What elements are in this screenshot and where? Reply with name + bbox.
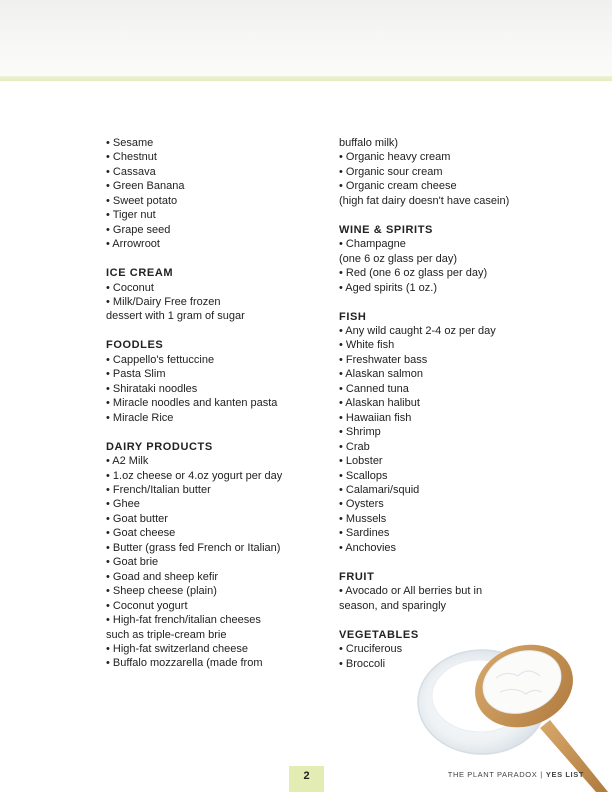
header-band [0,0,612,76]
page-number: 2 [289,766,324,792]
list-item: dessert with 1 gram of sugar [106,310,245,323]
list-item: • Organic cream cheese [339,180,457,193]
list-item: • Butter (grass fed French or Italian) [106,541,281,554]
list-item: • Broccoli [339,657,386,670]
list-item: season, and sparingly [339,599,447,612]
list-item: • Sweet potato [106,194,178,207]
list-item: • Alaskan halibut [339,397,420,410]
list-item: • High-fat switzerland cheese [106,643,249,655]
footer-separator: | [540,770,543,779]
list-item: • Goad and sheep kefir [106,570,219,583]
list-item: • White fish [339,339,395,352]
list-item: • Shirataki noodles [106,382,198,395]
list-item: • Cruciferous [339,643,403,656]
list-item: • Buffalo mozzarella (made from [106,657,263,670]
list-item: • Any wild caught 2-4 oz per day [339,324,496,337]
list-item: such as triple-cream brie [106,628,227,641]
list-item: • Lobster [339,455,383,468]
list-item: • Aged spirits (1 oz.) [339,281,438,294]
right-column [339,136,539,671]
section-title-fruit: FRUIT [339,570,375,583]
list-item: • Pasta Slim [106,368,166,381]
list-item: • High-fat french/italian cheeses [106,614,261,627]
footer-title [448,770,584,779]
list-item: • Shrimp [339,426,381,439]
list-item: buffalo milk) [339,137,399,149]
section-title-fish: FISH [339,310,367,323]
list-item: • A2 Milk [106,455,149,468]
section-title-vegetables: VEGETABLES [339,628,419,641]
list-item: • Grape seed [106,223,171,236]
spoon-handle [540,720,608,792]
list-item: • Mussels [339,512,387,525]
list-item: • Sheep cheese (plain) [106,585,217,598]
left-column [106,136,306,671]
list-item: • Chestnut [106,151,157,164]
section-title-wine: WINE & SPIRITS [339,223,433,236]
list-item: • Goat cheese [106,527,176,540]
list-item: • Anchovies [339,541,397,554]
list-item: • Cappello's fettuccine [106,353,215,366]
list-item: • Milk/Dairy Free frozen [106,296,221,309]
list-item: • Sardines [339,527,390,540]
list-item: • Sesame [106,137,154,149]
list-item: • Ghee [106,498,140,511]
list-item: • Champagne [339,238,406,251]
list-item: • Hawaiian fish [339,411,412,424]
list-name: YES LIST [545,770,584,779]
list-item: • Cassava [106,165,156,178]
list-item: • Miracle Rice [106,411,174,424]
book-title: THE PLANT PARADOX [447,770,538,779]
list-item: • Alaskan salmon [339,368,423,381]
list-item: • Arrowroot [106,238,160,251]
list-item: • Red (one 6 oz glass per day) [339,267,488,280]
section-title-foodles: FOODLES [106,339,164,352]
list-item: • Tiger nut [106,209,156,222]
list-item: • Coconut yogurt [106,599,188,612]
list-item: • Scallops [339,469,388,482]
list-item: • Avocado or All berries but in [339,585,483,598]
list-item: • Goat brie [106,556,159,569]
list-item: • French/Italian butter [106,484,211,497]
list-item: • Freshwater bass [339,353,428,366]
header-rule [0,76,612,81]
list-item: • Coconut [106,281,154,294]
list-item: • Organic sour cream [339,165,443,178]
tubers-list [106,136,306,252]
list-item: • Canned tuna [339,382,409,395]
list-item: • Organic heavy cream [339,151,451,164]
list-item: • Green Banana [106,180,185,193]
list-item: • Goat butter [106,512,168,525]
section-title-ice-cream: ICE CREAM [106,267,174,280]
section-title-dairy: DAIRY PRODUCTS [106,440,213,453]
list-item: (one 6 oz glass per day) [339,252,458,265]
list-item: (high fat dairy doesn't have casein) [339,194,510,207]
coconut-oil-spoon-photo [400,600,612,792]
list-item: • Crab [339,440,370,453]
list-item: • Oysters [339,498,384,511]
list-item: • Calamari/squid [339,483,420,496]
list-item: • Miracle noodles and kanten pasta [106,397,278,410]
list-item: • 1.oz cheese or 4.oz yogurt per day [106,469,283,482]
